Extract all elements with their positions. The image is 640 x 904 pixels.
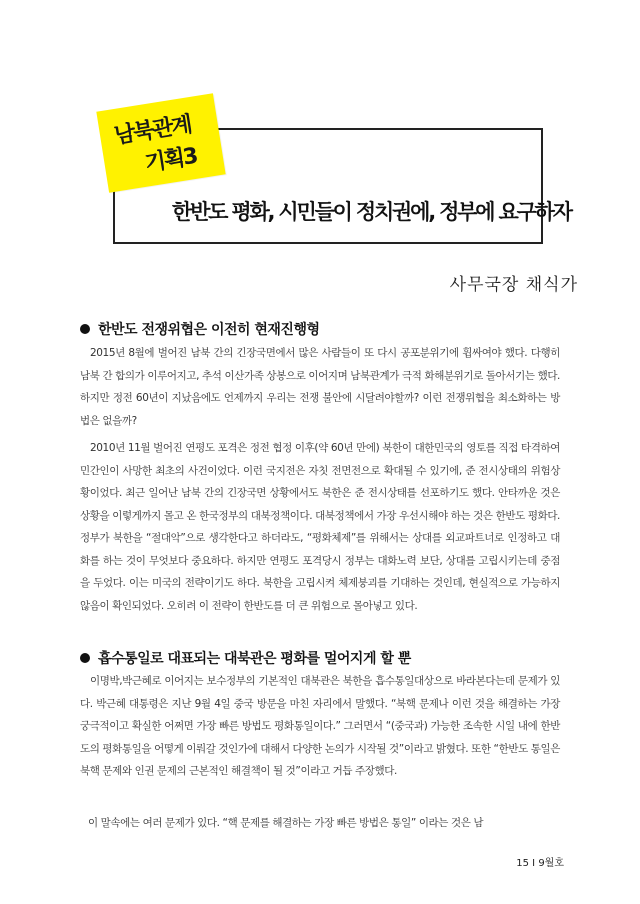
paragraph: 이 말속에는 여러 문제가 있다. “핵 문제를 해결하는 가장 빠른 방법은 통일” 이라는 것은 남	[88, 817, 484, 829]
page-number: 15	[516, 858, 529, 869]
bullet-icon	[80, 324, 90, 334]
series-tag-line1: 남북관계	[112, 112, 193, 150]
series-tag-line2: 기획3	[143, 143, 199, 177]
page-footer	[516, 854, 564, 869]
article-author: 사무국장 채식가	[449, 275, 578, 295]
footer-separator: I	[532, 858, 536, 869]
paragraph: 2010년 11월 벌어진 연평도 포격은 정전 협정 이후(약 60년 만에) 북한이 대한민국의 영토를 직접 타격하여 민간인이 사망한 최초의 사건이었다. 이런 국지전은 자칫 전면전으로 확대될 수 있기에, 준 전시상태의 위험상황이었다. 최근 일어난 남북 간의 긴장국면 상황에서도 북한은 준 전시상태를 선포하기도 했다. 안타까운 것은 상황을 이렇게까지 몰고 온 한국정부의 대북정책이다. 대북정책에서 가장 우선시해야 하는 것은 한반도 평화다. 정부가 북한을 “절대악”으로 생각한다고 하더라도, “평화체제”를 위해서는 상대를 외교파트너로 인정하고 대화를 하는 것이 무엇보다 중요하다. 하지만 연평도 포격당시 정부는 대화노력 보단, 상대를 고립시키는데 중점을 두었다. 이는 미국의 전략이기도 하다. 북한을 고립시켜 체제붕괴를 기대하는 것인데, 현실적으로 가능하지 않음이 확인되었다. 오히려 이 전략이 한반도를 더 큰 위험으로 몰아넣고 있다.	[80, 442, 560, 612]
section-heading-2	[80, 648, 411, 668]
article-headline: 한반도 평화, 시민들이 정치권에, 정부에 요구하자	[172, 200, 571, 224]
section-heading-1	[80, 319, 320, 339]
section-heading-text: 흡수통일로 대표되는 대북관은 평화를 멀어지게 할 뿐	[98, 651, 411, 667]
section-heading-text: 한반도 전쟁위협은 이전히 현재진행형	[98, 322, 320, 338]
paragraph: 2015년 8월에 벌어진 남북 간의 긴장국면에서 많은 사람들이 또 다시 공포분위기에 휩싸여야 했다. 다행히 남북 간 합의가 이루어지고, 추석 이산가족 상봉으로 이어지며 남북관계가 극적 화해분위기로 돌아서기는 했다. 하지만 정전 60년이 지났음에도 언제까지 우리는 전쟁 불안에 시달려야할까? 이런 전쟁위협을 최소화하는 방법은 없을까?	[80, 347, 560, 427]
issue-label: 9월호	[538, 858, 564, 869]
paragraph: 이명박,박근혜로 이어지는 보수정부의 기본적인 대북관은 북한을 흡수통일대상으로 바라본다는데 문제가 있다. 박근혜 대통령은 지난 9월 4일 중국 방문을 마친 자리에서 말했다. “북핵 문제나 이런 것을 해결하는 가장 궁극적이고 확실한 어쩌면 가장 빠른 방법도 평화통일이다.” 그러면서 “(중국과) 가능한 조속한 시일 내에 한반도의 평화통일을 어떻게 이뤄갈 것인가에 대해서 다양한 논의가 시작될 것”이라고 밝혔다. 또한 “한반도 통일은 북핵 문제와 인권 문제의 근본적인 해결책이 될 것”이라고 거듭 주장했다.	[80, 675, 560, 777]
bullet-icon	[80, 653, 90, 663]
